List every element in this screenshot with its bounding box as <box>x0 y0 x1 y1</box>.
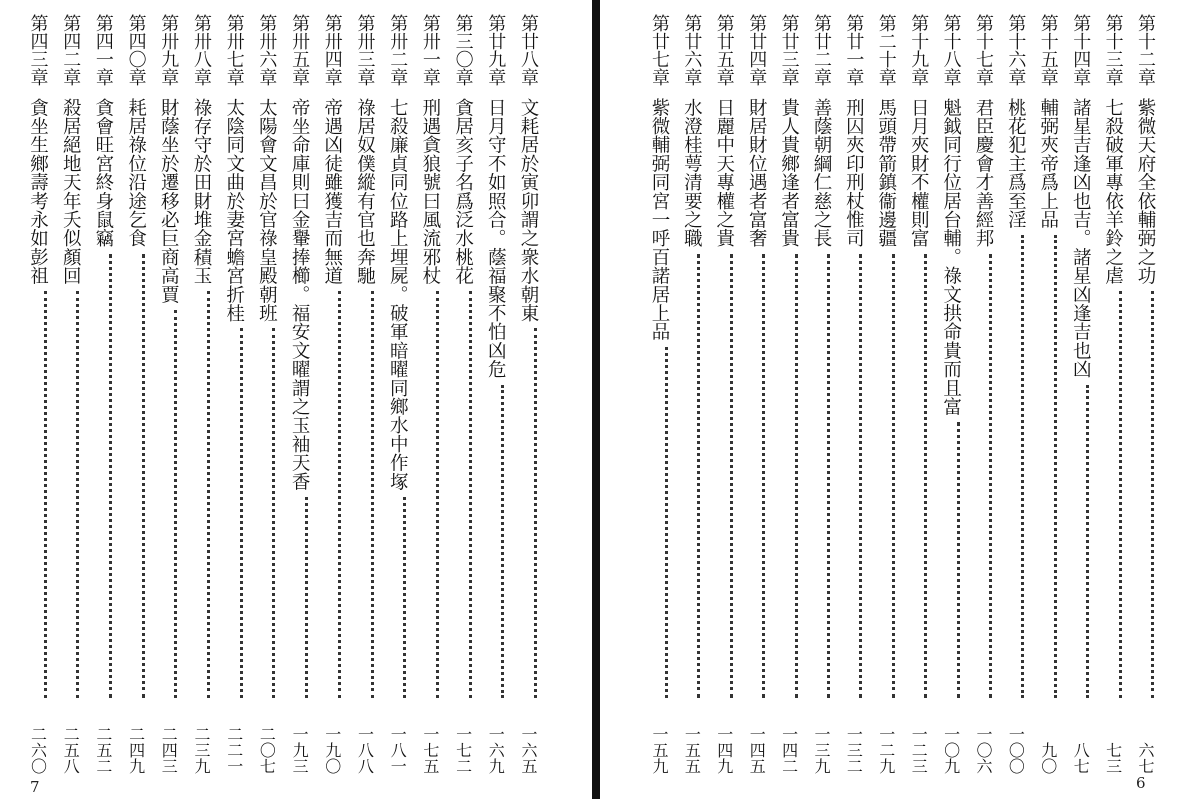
toc-entry <box>644 14 674 774</box>
chapter-number: 第卅九章 <box>158 14 180 86</box>
chapter-title: 紫微輔弼同宮一呼百諾居上品 <box>649 98 670 342</box>
dot-leader <box>1009 235 1024 698</box>
page-ref: 六七 <box>1136 742 1155 774</box>
chapter-number: 第十五章 <box>1037 14 1059 86</box>
toc-entry <box>350 14 380 774</box>
chapter-title: 貪居亥子名爲泛水桃花 <box>452 98 474 285</box>
chapter-number: 第四一章 <box>92 14 114 86</box>
chapter-number: 第廿三章 <box>778 14 800 86</box>
chapter-number: 第四三章 <box>27 14 49 86</box>
chapter-number: 第卅八章 <box>191 14 212 86</box>
chapter-number: 第十六章 <box>1005 14 1027 86</box>
toc-entry <box>219 14 249 774</box>
chapter-title: 耗居祿位沿途乞食 <box>125 98 147 248</box>
chapter-number: 第十七章 <box>973 14 994 86</box>
toc-entry <box>513 14 543 774</box>
chapter-title: 日月夾財不權則富 <box>908 98 930 248</box>
chapter-title: 紫微天府全依輔弼之功 <box>1135 98 1156 285</box>
page-ref: 九〇 <box>1038 742 1058 774</box>
page-ref: 一六五 <box>519 726 538 774</box>
toc-entry <box>153 14 183 774</box>
dot-leader <box>260 328 275 698</box>
chapter-title: 貴人貴鄉逢者富貴 <box>778 98 800 248</box>
chapter-number: 第卅三章 <box>354 14 376 86</box>
page-ref: 八七 <box>1071 742 1091 774</box>
chapter-number: 第廿九章 <box>485 14 507 86</box>
chapter-title: 輔弼夾帝爲上品 <box>1037 98 1059 229</box>
page-ref: 一〇〇 <box>1006 726 1026 774</box>
chapter-number: 第卅六章 <box>256 14 278 86</box>
dot-leader <box>945 422 960 698</box>
page-ref: 一八八 <box>355 726 375 774</box>
toc-entry <box>806 14 836 774</box>
dot-leader <box>1074 385 1089 699</box>
toc-entry <box>382 14 412 774</box>
page-ref: 二〇七 <box>257 726 277 774</box>
chapter-title: 桃花犯主爲至淫 <box>1005 98 1027 229</box>
chapter-number: 第十九章 <box>908 14 930 86</box>
dot-leader <box>977 254 992 698</box>
toc-entry <box>871 14 901 774</box>
chapter-title: 帝遇凶徒雖獲吉而無道 <box>321 98 343 285</box>
dot-leader <box>32 291 47 698</box>
page-ref: 一三二 <box>844 726 864 774</box>
dot-leader <box>326 291 341 698</box>
toc-entry <box>1033 14 1063 774</box>
page-ref: 七三 <box>1103 742 1123 774</box>
dot-leader <box>912 254 927 698</box>
toc-entry <box>186 14 216 774</box>
dot-leader <box>653 347 668 698</box>
toc-entry <box>903 14 933 774</box>
toc-entry <box>448 14 478 774</box>
toc-entry <box>1098 14 1128 774</box>
right-page <box>601 0 1194 799</box>
chapter-number: 第廿一章 <box>843 14 865 86</box>
dot-leader <box>391 497 406 698</box>
toc-entry <box>1065 14 1095 774</box>
dot-leader <box>522 328 537 698</box>
left-page <box>0 0 595 799</box>
chapter-number: 第十二章 <box>1135 14 1156 86</box>
dot-leader <box>1042 235 1057 698</box>
dot-leader <box>685 254 700 698</box>
toc-entry <box>936 14 966 774</box>
chapter-number: 第廿四章 <box>746 14 768 86</box>
chapter-title: 財居財位遇者富奢 <box>746 98 768 248</box>
chapter-title: 太陰同文曲於妻宮蟾宮折桂 <box>223 98 245 323</box>
chapter-title: 貪坐生鄉壽考永如彭祖 <box>27 98 49 285</box>
chapter-title: 七殺破軍專依羊鈴之虐 <box>1102 98 1124 285</box>
dot-leader <box>424 291 439 698</box>
dot-leader <box>750 254 765 698</box>
dot-leader <box>195 291 210 698</box>
toc-entry <box>415 14 445 774</box>
chapter-number: 第廿七章 <box>649 14 670 86</box>
page-ref: 一四九 <box>714 726 734 774</box>
toc-entry <box>88 14 118 774</box>
toc-entry <box>251 14 281 774</box>
page-ref: 一九〇 <box>322 726 342 774</box>
page-ref: 一四五 <box>747 726 767 774</box>
dot-leader <box>162 310 177 698</box>
dot-leader <box>489 385 504 699</box>
book-spine <box>592 0 600 799</box>
page-ref: 一〇九 <box>941 726 961 774</box>
chapter-number: 第廿二章 <box>811 14 832 86</box>
chapter-title: 君臣慶會才善經邦 <box>973 98 994 248</box>
page-number: 7 <box>30 778 40 796</box>
chapter-number: 第卅四章 <box>321 14 343 86</box>
dot-leader <box>228 328 243 698</box>
page-ref: 二五二 <box>93 726 113 774</box>
toc-entry <box>1000 14 1030 774</box>
chapter-number: 第卅二章 <box>387 14 409 86</box>
toc-entry <box>480 14 510 774</box>
page-ref: 一五五 <box>682 726 702 774</box>
dot-leader <box>97 254 112 698</box>
chapter-title: 日麗中天專權之貴 <box>713 98 735 248</box>
dot-leader <box>783 254 798 698</box>
chapter-number: 第十八章 <box>940 14 962 86</box>
dot-leader <box>130 254 145 698</box>
toc-entry <box>709 14 739 774</box>
dot-leader <box>359 291 374 698</box>
chapter-title: 貪會旺宮終身鼠竊 <box>92 98 114 248</box>
chapter-title: 祿存守於田財堆金積玉 <box>191 98 212 285</box>
chapter-title: 文耗居於寅卯謂之衆水朝東 <box>518 98 539 323</box>
toc-entry <box>838 14 868 774</box>
chapter-number: 第十三章 <box>1102 14 1124 86</box>
chapter-title: 七殺廉貞同位路上埋屍。破軍暗曜同鄉水中作塚 <box>387 98 409 491</box>
chapter-number: 第二十章 <box>875 14 897 86</box>
chapter-number: 第廿八章 <box>518 14 539 86</box>
chapter-title: 諸星吉逢凶也吉。諸星凶逢吉也凶 <box>1070 98 1092 379</box>
page-ref: 二四九 <box>126 726 146 774</box>
chapter-title: 馬頭帶箭鎮衞邊疆 <box>875 98 897 248</box>
chapter-number: 第四二章 <box>60 14 82 86</box>
chapter-title: 魁鉞同行位居台輔。祿文拱命貴而且富 <box>940 98 962 416</box>
chapter-number: 第卅一章 <box>419 14 441 86</box>
chapter-number: 第三〇章 <box>452 14 474 86</box>
page-ref: 二三九 <box>192 726 211 774</box>
page-ref: 二六〇 <box>28 726 48 774</box>
page-ref: 一二三 <box>909 726 929 774</box>
toc-entry <box>741 14 771 774</box>
page-ref: 一八一 <box>388 726 408 774</box>
dot-leader <box>293 497 308 698</box>
page-ref: 一七五 <box>420 726 440 774</box>
toc-entry <box>774 14 804 774</box>
dot-leader <box>64 291 79 698</box>
page-ref: 二五八 <box>61 726 81 774</box>
page-ref: 一二九 <box>876 726 896 774</box>
page-ref: 一四二 <box>779 726 799 774</box>
page-number: 6 <box>1136 774 1146 792</box>
dot-leader <box>847 254 862 698</box>
dot-leader <box>1107 291 1122 698</box>
page-ref: 一九三 <box>290 726 310 774</box>
chapter-title: 祿居奴僕縱有官也奔馳 <box>354 98 376 285</box>
dot-leader <box>815 254 830 698</box>
dot-leader <box>718 254 733 698</box>
page-ref: 一〇六 <box>974 726 993 774</box>
chapter-number: 第卅七章 <box>223 14 245 86</box>
toc-entry <box>23 14 53 774</box>
chapter-number: 第卅五章 <box>289 14 311 86</box>
chapter-number: 第四〇章 <box>125 14 147 86</box>
dot-leader <box>457 291 472 698</box>
chapter-title: 刑遇貪狼號曰風流邪杖 <box>419 98 441 285</box>
chapter-title: 太陽會文昌於官祿皇殿朝班 <box>256 98 278 323</box>
chapter-title: 日月守不如照合。蔭福聚不怕凶危 <box>485 98 507 379</box>
chapter-number: 第廿六章 <box>681 14 703 86</box>
dot-leader <box>880 254 895 698</box>
page-ref: 一三九 <box>812 726 831 774</box>
page-ref: 一六九 <box>486 726 506 774</box>
toc-entry <box>968 14 998 774</box>
page-ref: 一七二 <box>453 726 473 774</box>
chapter-title: 帝坐命庫則曰金轝捧櫛。福安文曜謂之玉袖天香 <box>289 98 311 491</box>
toc-entry <box>55 14 85 774</box>
toc-entry <box>121 14 151 774</box>
chapter-title: 刑囚夾印刑杖惟司 <box>843 98 865 248</box>
toc-entry <box>284 14 314 774</box>
chapter-title: 善蔭朝綱仁慈之長 <box>811 98 832 248</box>
page-ref: 二四三 <box>159 726 179 774</box>
chapter-number: 第十四章 <box>1070 14 1092 86</box>
toc-entry <box>317 14 347 774</box>
page-ref: 二二一 <box>224 726 244 774</box>
chapter-title: 水澄桂萼清要之職 <box>681 98 703 248</box>
toc-entry <box>1130 14 1160 774</box>
toc-entry <box>676 14 706 774</box>
page-ref: 一五九 <box>650 726 669 774</box>
chapter-title: 財蔭坐於遷移必巨商高賈 <box>158 98 180 304</box>
chapter-number: 第廿五章 <box>713 14 735 86</box>
dot-leader <box>1139 291 1154 698</box>
chapter-title: 殺居絕地天年夭似顏回 <box>60 98 82 285</box>
